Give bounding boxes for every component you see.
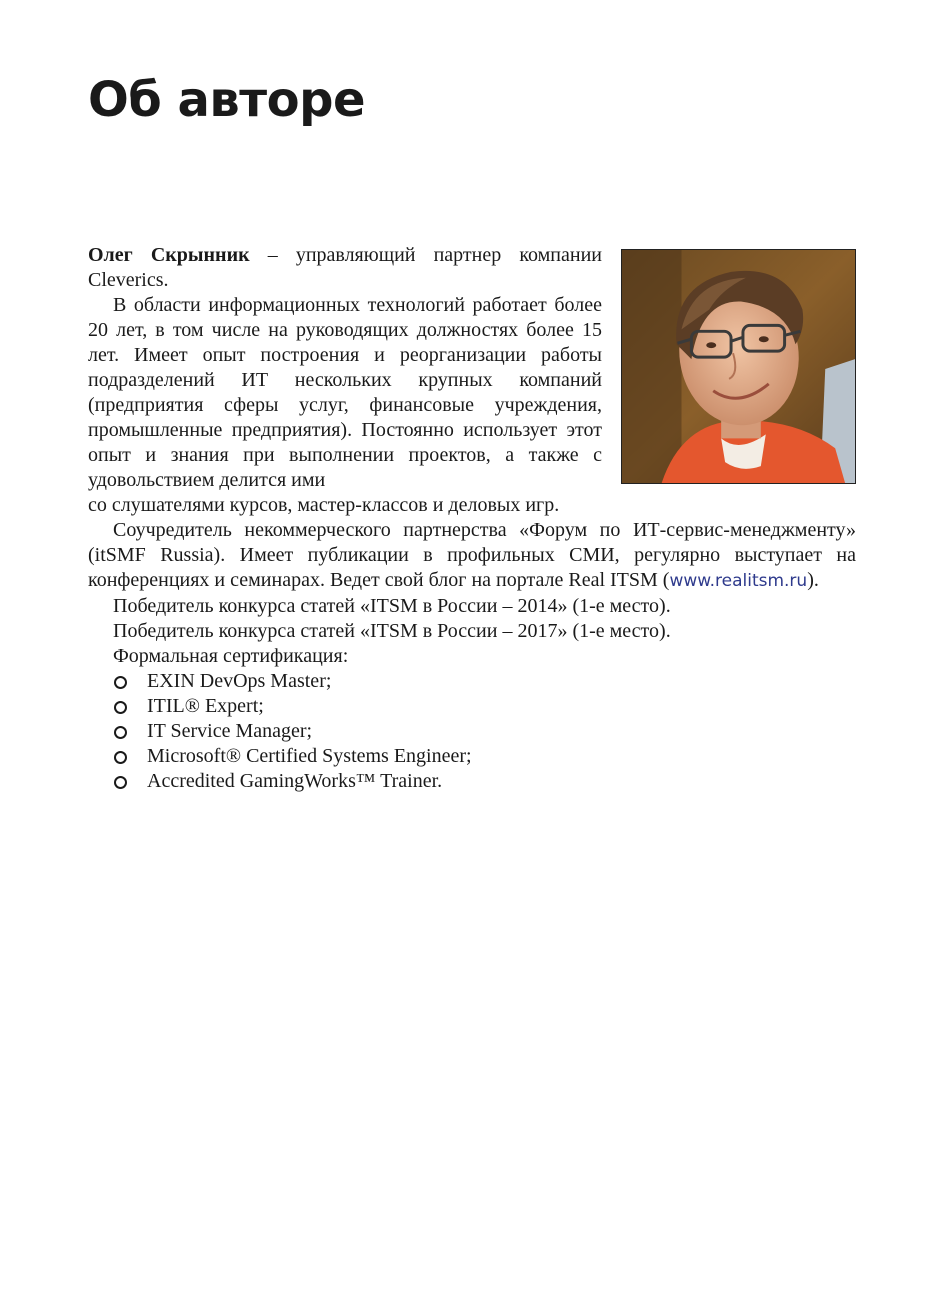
cert-label: Accredited GamingWorks™ Trainer.: [147, 770, 443, 792]
bio-founder: [88, 518, 856, 594]
cert-label: IT Service Manager;: [147, 720, 313, 742]
bio-founder-text: Соучредитель некоммерческого партнерства «Форум по ИТ-сервис-менеджменту» (itSMF Russia). Имеет публикации в профильных СМИ, регулярно выступает на конференциях и семинарах. Ведет свой блог на портале Real ITSM (: [88, 519, 856, 591]
bullet-icon: [114, 676, 127, 689]
bio-experience-tail: со слушателями курсов, мастер-классов и деловых игр.: [88, 494, 560, 516]
blog-link[interactable]: www.realitsm.ru: [669, 571, 808, 591]
bio-founder-end: ).: [807, 569, 819, 591]
list-item: [88, 669, 856, 694]
bullet-icon: [114, 701, 127, 714]
bio-intro: [88, 243, 602, 293]
bio-column: [88, 243, 602, 493]
list-item: [88, 694, 856, 719]
cert-heading: Формальная сертификация:: [113, 645, 349, 667]
cert-label: EXIN DevOps Master;: [147, 670, 332, 692]
cert-list: [88, 669, 856, 794]
list-item: [88, 769, 856, 794]
bio-intro-text: – управляющий партнер компании Cleverics.: [88, 244, 602, 291]
bullet-icon: [114, 751, 127, 764]
award-2017: Победитель конкурса статей «ITSM в России – 2017» (1-е место).: [113, 620, 671, 642]
list-item: [88, 719, 856, 744]
page-title: Об авторе: [88, 72, 366, 128]
bio-experience: В области информационных технологий работает более 20 лет, в том числе на руководящих должностях более 15 лет. Имеет опыт построения и реорганизации работы подразделений ИТ нескольких крупных компаний (предприятия сферы услуг, финансовые учреждения, промышленные предприятия). Постоянно использует этот опыт и знания при выполнении проектов, а также с удовольствием делится ими: [88, 294, 602, 491]
bullet-icon: [114, 776, 127, 789]
author-bio: [88, 243, 856, 794]
cert-label: Microsoft® Certified Systems Engineer;: [147, 745, 472, 767]
award-2014: Победитель конкурса статей «ITSM в России – 2014» (1-е место).: [113, 595, 671, 617]
author-name: Олег Скрынник: [88, 244, 250, 266]
list-item: [88, 744, 856, 769]
bullet-icon: [114, 726, 127, 739]
cert-label: ITIL® Expert;: [147, 695, 264, 717]
